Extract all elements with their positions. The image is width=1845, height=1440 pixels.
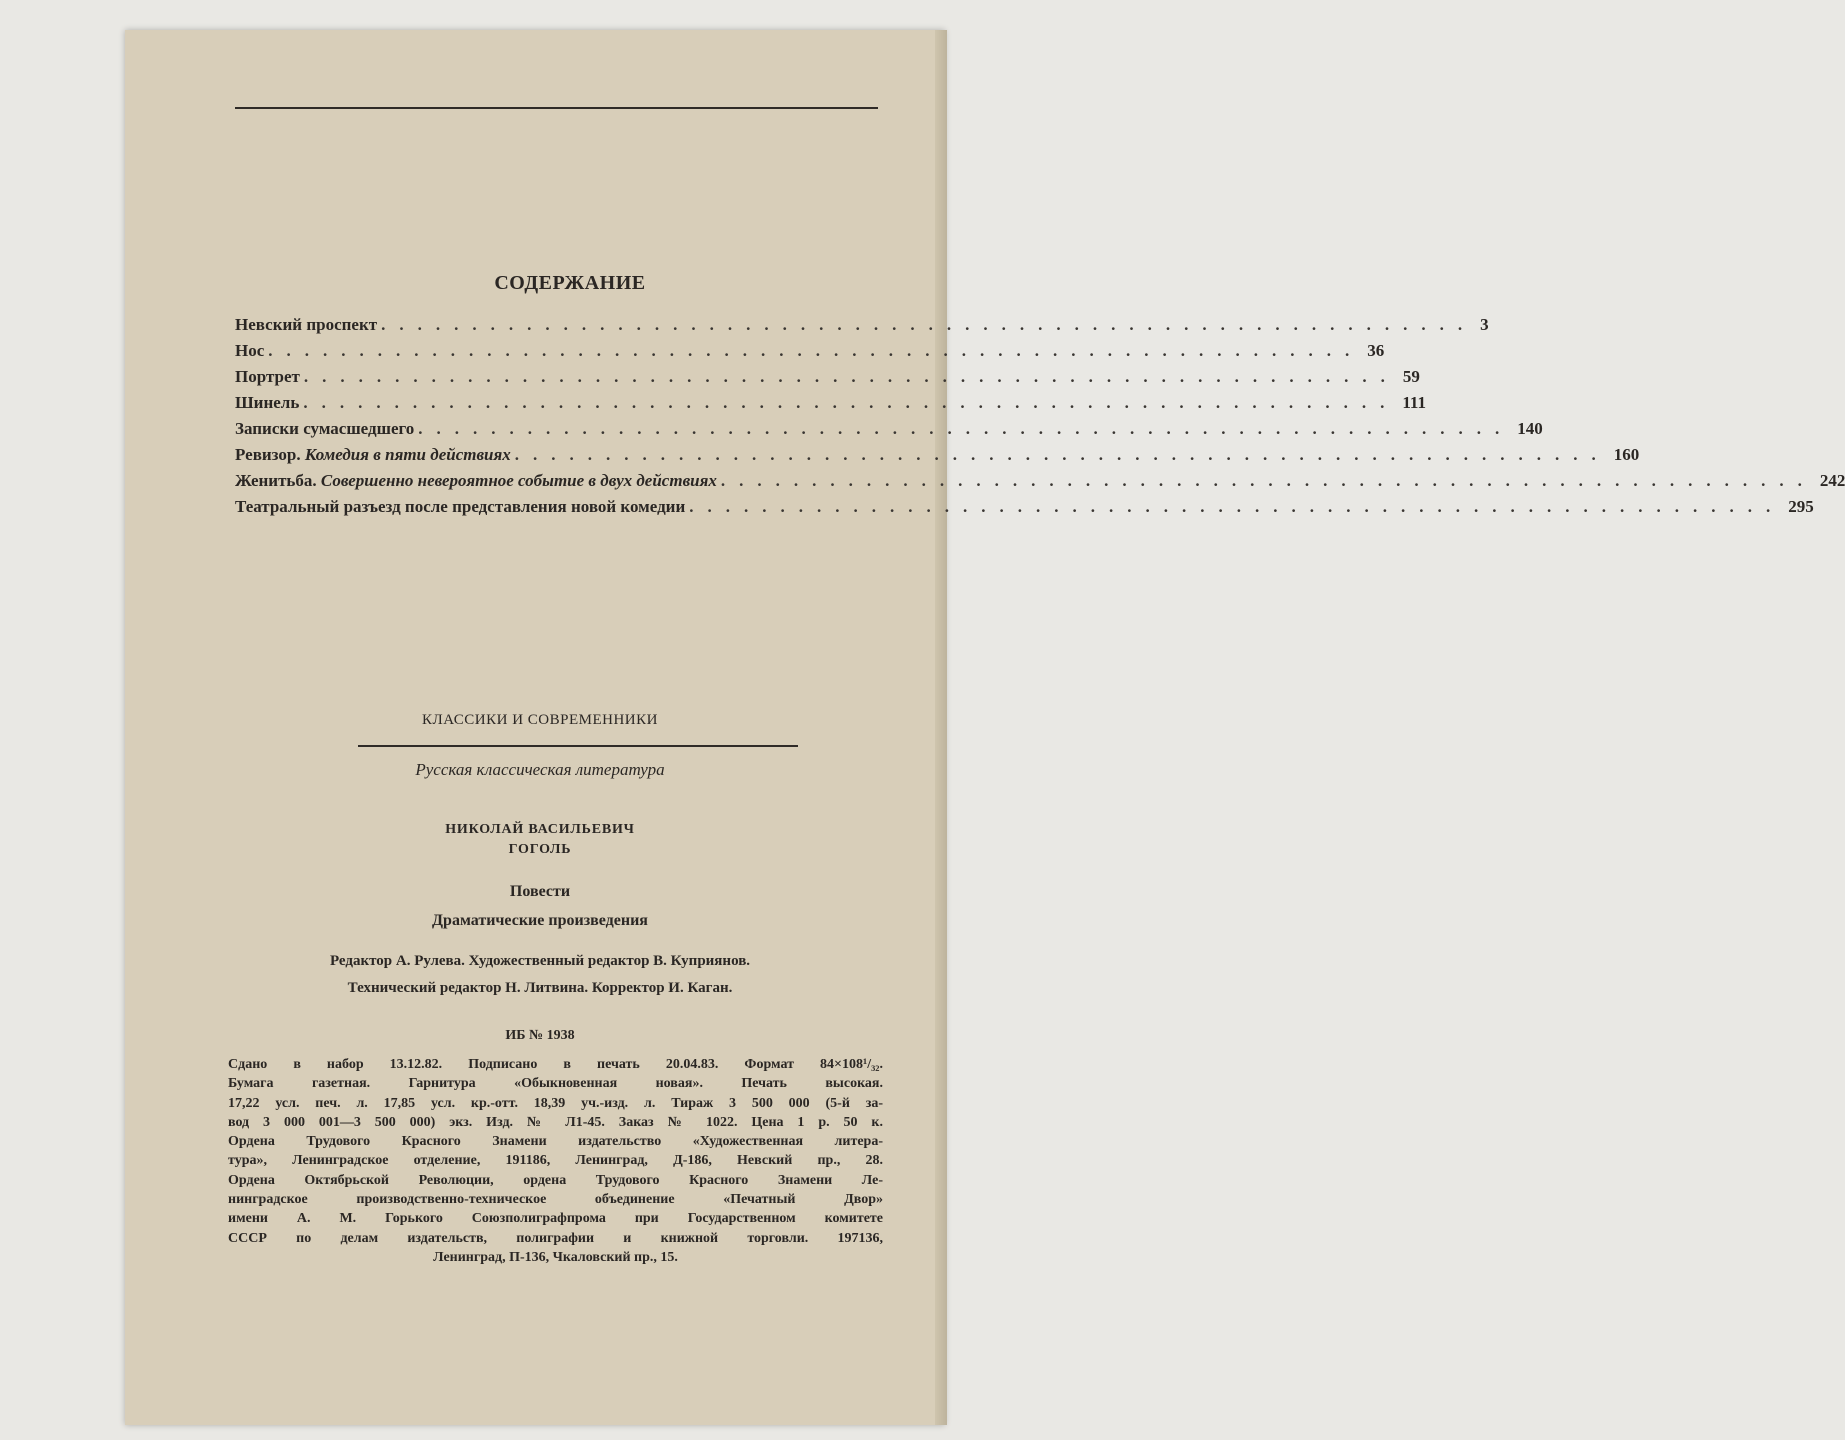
toc-entry xyxy=(235,471,1845,497)
series-subtitle: Русская классическая литература xyxy=(415,760,665,779)
credits-line-2: Технический редактор Н. Литвина. Корректор И. Каган. xyxy=(347,980,733,996)
toc-entry xyxy=(235,393,1426,419)
toc-entry-title xyxy=(235,419,414,439)
imprint-line: Ордена Трудового Красного Знамени издательство «Художественная литера- xyxy=(228,1134,883,1150)
table-of-contents xyxy=(235,315,1845,523)
author-first-names: НИКОЛАЙ ВАСИЛЬЕВИЧ xyxy=(445,822,635,837)
toc-entry-title xyxy=(235,367,300,387)
toc-entry-main-title: Женитьба. xyxy=(235,471,317,490)
author-surname: ГОГОЛЬ xyxy=(508,842,572,857)
toc-entry-title xyxy=(235,497,685,517)
toc-entry-page: 295 xyxy=(1788,497,1814,516)
toc-entry-title xyxy=(235,471,717,491)
toc-entry-title xyxy=(235,445,511,465)
imprint-line: 17,22 усл. печ. л. 17,85 усл. кр.-отт. 18,39 уч.-изд. л. Тираж 3 500 000 (5-й за- xyxy=(228,1095,883,1111)
ib-number: ИБ № 1938 xyxy=(505,1028,575,1043)
toc-entry-main-title: Портрет xyxy=(235,367,300,386)
imprint-line: вод 3 000 001—3 500 000) экз. Изд. № Л1-45. Заказ № 1022. Цена 1 р. 50 к. xyxy=(228,1114,883,1130)
toc-leader-dots: ............................................................ xyxy=(303,367,1399,386)
toc-entry-page: 160 xyxy=(1613,445,1640,464)
toc-entry xyxy=(235,341,1385,367)
toc-entry xyxy=(235,497,1814,523)
series-rule xyxy=(358,745,798,747)
toc-leader-dots: ............................................................ xyxy=(268,341,1364,360)
imprint-line: Сдано в набор 13.12.82. Подписано в печать 20.04.83. Формат 84×108¹/₃₂. xyxy=(228,1057,883,1072)
toc-entry-page: 3 xyxy=(1480,315,1489,334)
toc-entry xyxy=(235,445,1640,471)
top-rule xyxy=(235,107,878,109)
toc-entry-subtitle: Комедия в пяти действиях xyxy=(304,445,511,464)
imprint-line: нинградское производственно-техническое объединение «Печатный Двор» xyxy=(228,1192,883,1208)
toc-entry-title xyxy=(235,341,264,361)
toc-entry-page: 36 xyxy=(1367,341,1385,360)
toc-heading: СОДЕРЖАНИЕ xyxy=(494,272,646,294)
toc-entry-page: 111 xyxy=(1402,393,1426,412)
toc-leader-dots: ............................................................ xyxy=(381,315,1477,334)
toc-entry-title xyxy=(235,393,299,413)
toc-entry-title xyxy=(235,315,377,335)
credits-line-1: Редактор А. Рулева. Художественный редактор В. Куприянов. xyxy=(329,953,751,969)
toc-entry xyxy=(235,315,1489,341)
toc-entry-subtitle: Совершенно невероятное событие в двух действиях xyxy=(320,471,717,490)
imprint-line: Бумага газетная. Гарнитура «Обыкновенная новая». Печать высокая. xyxy=(228,1076,883,1092)
imprint-line: Ордена Октябрьской Революции, ордена Трудового Красного Знамени Ле- xyxy=(228,1172,883,1188)
imprint-line: СССР по делам издательств, полиграфии и книжной торговли. 197136, xyxy=(228,1230,883,1246)
series-name: КЛАССИКИ И СОВРЕМЕННИКИ xyxy=(422,712,658,728)
toc-entry-main-title: Невский проспект xyxy=(235,315,378,334)
work-title-1: Повести xyxy=(509,883,571,900)
toc-entry-main-title: Шинель xyxy=(235,393,300,412)
imprint-block xyxy=(228,1055,883,1267)
toc-entry-main-title: Нос xyxy=(235,341,265,360)
toc-leader-dots: ............................................................ xyxy=(514,445,1610,464)
toc-entry-main-title: Театральный разъезд после представления новой комедии xyxy=(235,497,686,516)
toc-entry-page: 140 xyxy=(1517,419,1543,438)
imprint-line: имени А. М. Горького Союзполиграфпрома при Государственном комитете xyxy=(228,1211,883,1227)
toc-leader-dots: ............................................................ xyxy=(720,471,1816,490)
imprint-line: тура», Ленинградское отделение, 191186, Ленинград, Д-186, Невский пр., 28. xyxy=(228,1153,883,1169)
toc-leader-dots: ............................................................ xyxy=(418,419,1514,438)
toc-entry xyxy=(235,419,1543,445)
toc-entry-main-title: Ревизор. xyxy=(235,445,301,464)
toc-leader-dots: ............................................................ xyxy=(303,393,1399,412)
imprint-line: Ленинград, П-136, Чкаловский пр., 15. xyxy=(433,1249,678,1265)
toc-entry xyxy=(235,367,1420,393)
toc-entry-main-title: Записки сумасшедшего xyxy=(235,419,415,438)
toc-entry-page: 242 xyxy=(1819,471,1845,490)
toc-entry-page: 59 xyxy=(1402,367,1420,386)
work-title-2: Драматические произведения xyxy=(432,912,648,929)
toc-leader-dots: ............................................................ xyxy=(689,497,1785,516)
